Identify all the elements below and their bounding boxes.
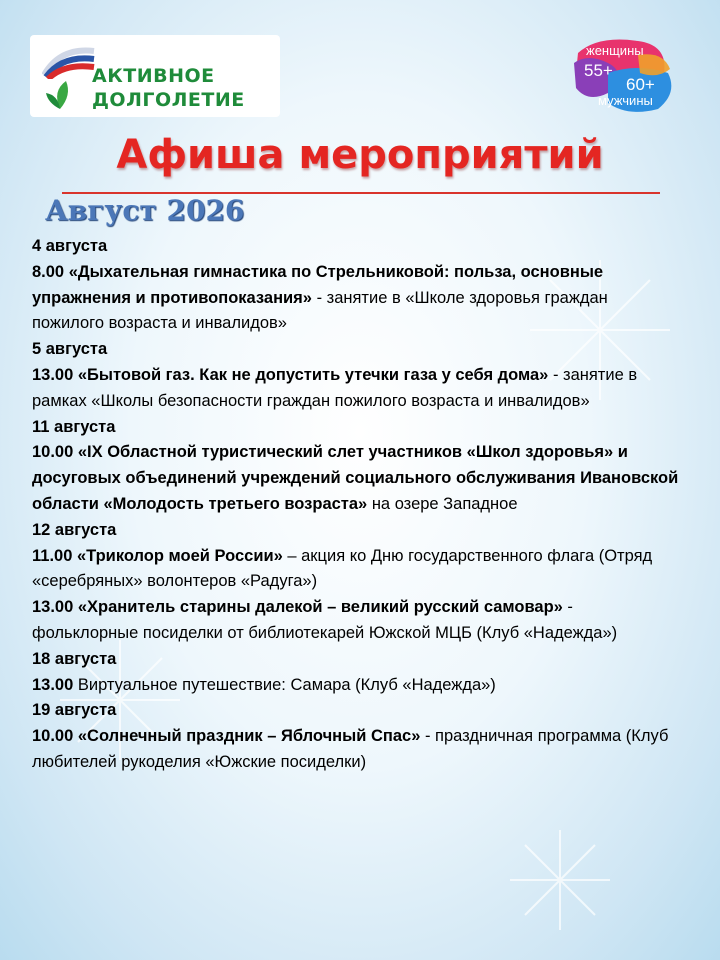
- event-description: – акция ко Дню государственного флага (Отряд «серебряных» волонтеров «Радуга»): [32, 546, 653, 591]
- event-item: [32, 363, 682, 415]
- women-label: женщины: [586, 43, 644, 58]
- event-time: 13.00: [32, 365, 78, 384]
- age-women-label: 55+: [584, 61, 613, 80]
- event-title: «Бытовой газ. Как не допустить утечки газа у себя дома»: [77, 365, 549, 384]
- event-description: - занятие в рамках «Школы безопасности граждан пожилого возраста и инвалидов»: [32, 365, 638, 410]
- event-time: 13.00: [32, 598, 78, 617]
- event-item: [32, 544, 682, 596]
- age-men-label: 60+: [626, 75, 655, 94]
- event-time: 8.00: [32, 262, 69, 281]
- event-date: 19 августа: [32, 701, 117, 720]
- event-time: 11.00: [32, 546, 77, 565]
- logo-line-2: ДОЛГОЛЕТИЕ: [92, 89, 245, 111]
- event-title: «Триколор моей России»: [76, 546, 283, 565]
- event-time: 10.00: [32, 727, 78, 746]
- event-description: - занятие в «Школе здоровья граждан пожилого возраста и инвалидов»: [32, 288, 608, 333]
- event-description: на озере Западное: [367, 494, 518, 513]
- events-list: [32, 234, 682, 776]
- month-heading: Август 2026: [45, 194, 245, 227]
- event-date: 18 августа: [32, 649, 117, 668]
- event-description: - фольклорные посиделки от библиотекарей Южской МЦБ (Клуб «Надежда»): [32, 598, 618, 642]
- men-label: мужчины: [598, 93, 653, 108]
- event-date: 12 августа: [32, 520, 117, 539]
- event-date: 5 августа: [32, 340, 108, 359]
- logo-line-1: АКТИВНОЕ: [92, 65, 215, 87]
- event-item: [32, 440, 682, 517]
- leaf-icon: [42, 77, 82, 111]
- page-title: Афиша мероприятий: [116, 132, 604, 178]
- event-time: 10.00: [32, 443, 78, 462]
- event-title: «Дыхательная гимнастика по Стрельниковой: польза, основные упражнения и противопоказания»: [32, 262, 604, 307]
- event-date: 4 августа: [32, 237, 108, 255]
- event-item: [32, 673, 682, 699]
- age-55-60-logo: [568, 33, 678, 115]
- event-description: Виртуальное путешествие: Самара (Клуб «Надежда»): [77, 675, 496, 694]
- event-date: 11 августа: [32, 417, 116, 436]
- event-description: - праздничная программа (Клуб любителей рукоделия «Южские посиделки): [32, 727, 669, 771]
- event-time: 13.00: [32, 675, 78, 694]
- event-item: [32, 724, 682, 776]
- event-title: «Солнечный праздник – Яблочный Спас»: [77, 727, 421, 746]
- event-item: [32, 260, 682, 337]
- event-item: [32, 595, 682, 647]
- event-title: «Хранитель старины далекой – великий русский самовар»: [77, 598, 563, 617]
- flag-swoosh-icon: [42, 45, 97, 79]
- event-title: «IX Областной туристический слет участников «Школ здоровья» и досуговых объединений учреждений социального обслуживания Ивановской области «Молодость третьего возраста»: [32, 443, 679, 513]
- active-longevity-logo: [30, 35, 280, 117]
